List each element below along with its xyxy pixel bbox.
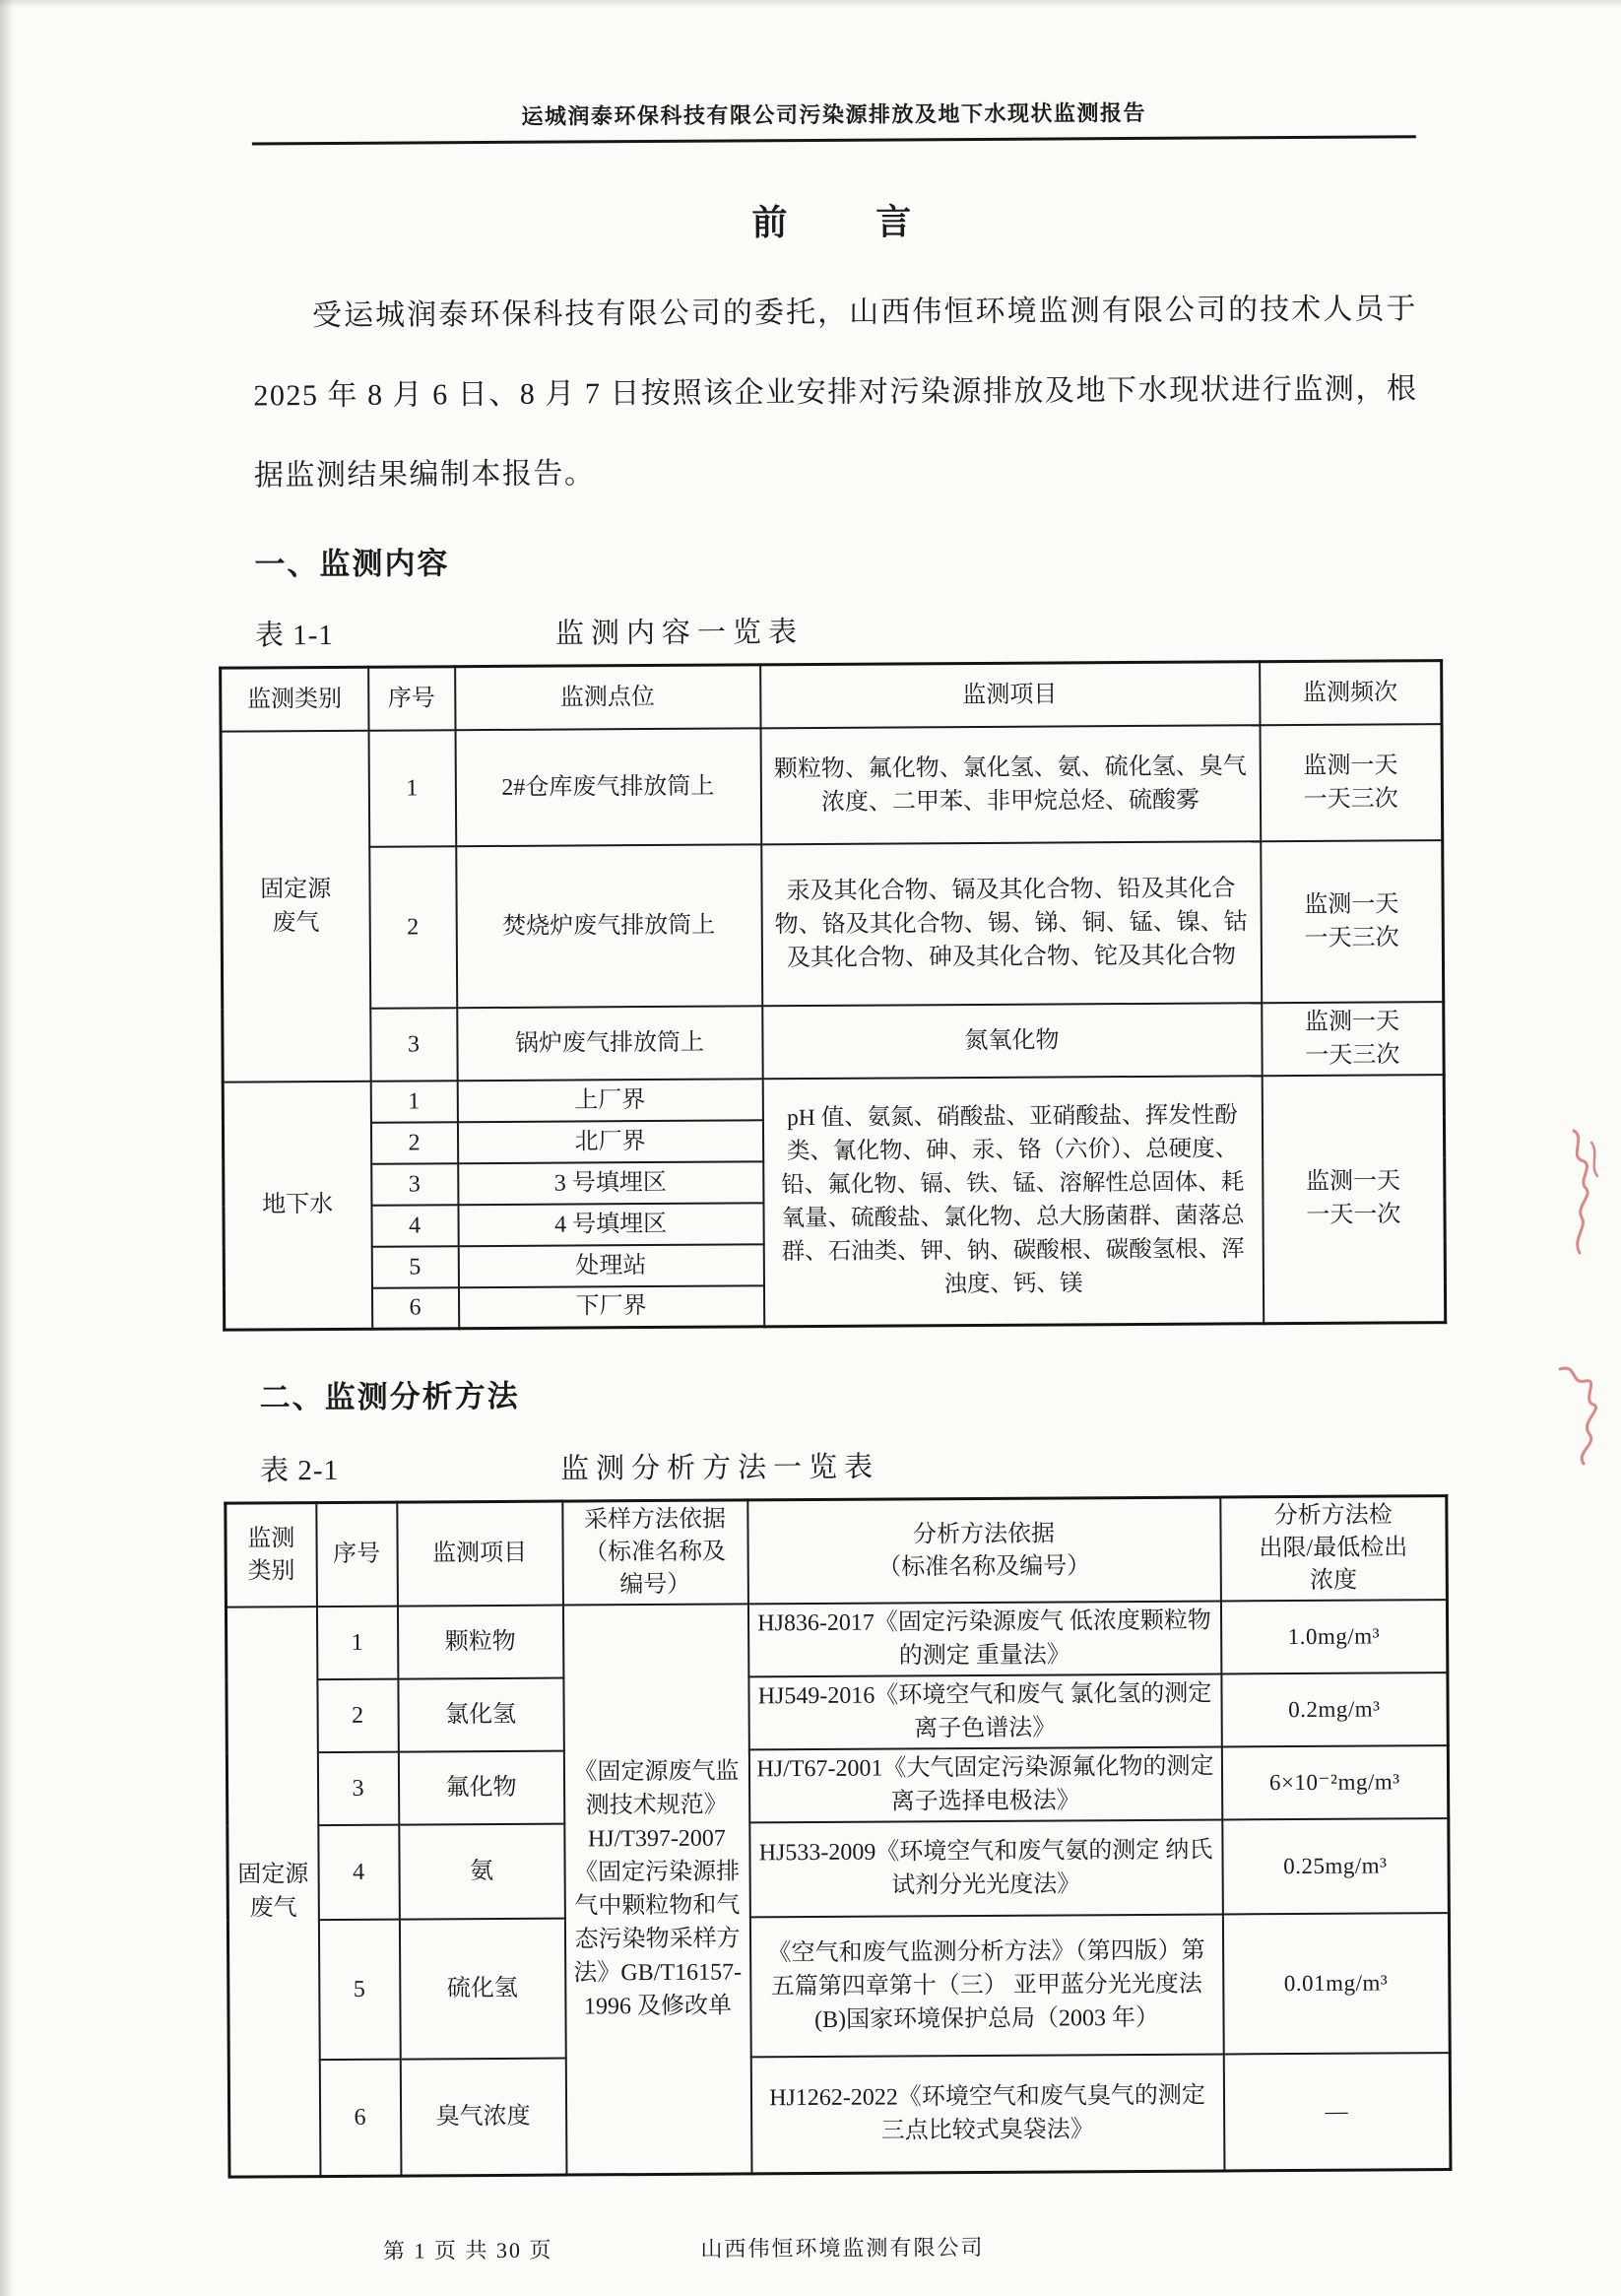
row-site: 2#仓库废气排放筒上 xyxy=(455,728,761,846)
row-limit: 0.01mg/m³ xyxy=(1222,1913,1450,2054)
row-item: 颗粒物 xyxy=(397,1606,562,1679)
row-items: 颗粒物、氟化物、氯化氢、氨、硫化氢、臭气浓度、二甲苯、非甲烷总烃、硫酸雾 xyxy=(760,725,1261,844)
row-site: 锅炉废气排放筒上 xyxy=(457,1006,762,1081)
row-item: 氟化物 xyxy=(398,1751,563,1825)
table1-col-site: 监测点位 xyxy=(455,665,760,730)
table-row xyxy=(227,1673,1448,1753)
table2-col-limit: 分析方法检 出限/最低检出 浓度 xyxy=(1220,1496,1448,1602)
water-group-label: 地下水 xyxy=(223,1081,372,1330)
row-no: 4 xyxy=(318,1825,400,1920)
row-limit: 0.2mg/m³ xyxy=(1221,1673,1448,1746)
footer-page-number: 第 1 页 共 30 页 xyxy=(382,2237,553,2263)
row-no: 6 xyxy=(319,2060,401,2176)
row-limit: — xyxy=(1223,2053,1451,2170)
row-site: 处理站 xyxy=(458,1244,763,1287)
table-row xyxy=(227,1913,1450,2061)
table1-caption xyxy=(255,606,1419,652)
table-row xyxy=(222,840,1444,1010)
row-analysis: HJ549-2016《环境空气和废气 氯化氢的测定 离子色谱法》 xyxy=(748,1673,1221,1749)
row-items: 氮氧化物 xyxy=(762,1003,1262,1079)
row-item: 硫化氢 xyxy=(399,1919,565,2060)
row-analysis: HJ/T67-2001《大气固定污染源氟化物的测定 离子选择电极法》 xyxy=(748,1746,1221,1822)
header-rule xyxy=(252,135,1416,145)
table2-col-no: 序号 xyxy=(316,1502,398,1607)
preface-title: 前 言 xyxy=(751,202,918,243)
table-row xyxy=(221,724,1443,848)
row-limit: 1.0mg/m³ xyxy=(1220,1600,1447,1673)
row-item: 氯化氢 xyxy=(398,1678,563,1752)
row-no: 2 xyxy=(317,1679,398,1752)
row-no: 4 xyxy=(371,1205,458,1247)
water-frequency: 监测一天 一天一次 xyxy=(1262,1075,1446,1324)
row-frequency: 监测一天 一天三次 xyxy=(1260,724,1443,841)
table-row xyxy=(223,1002,1444,1082)
row-no: 2 xyxy=(369,846,457,1009)
row-item: 臭气浓度 xyxy=(400,2059,566,2176)
row-item: 氨 xyxy=(399,1824,565,1920)
table1-title: 监测内容一览表 xyxy=(554,617,805,650)
row-analysis: HJ1262-2022《环境空气和废气臭气的测定 三点比较式臭袋法》 xyxy=(750,2054,1224,2173)
table2-col-category: 监测 类别 xyxy=(226,1503,317,1607)
row-no: 1 xyxy=(370,1081,457,1123)
row-limit: 6×10⁻²mg/m³ xyxy=(1221,1745,1448,1819)
section2-heading: 二、监测分析方法 xyxy=(259,1378,520,1415)
row-site: 北厂界 xyxy=(457,1120,762,1163)
row-no: 3 xyxy=(317,1752,398,1825)
table1-col-items: 监测项目 xyxy=(760,662,1260,728)
table2-col-analysis: 分析方法依据 （标准名称及编号） xyxy=(747,1497,1221,1604)
row-no: 5 xyxy=(318,1920,400,2060)
row-analysis: HJ836-2017《固定污染源废气 低浓度颗粒物的测定 重量法》 xyxy=(747,1601,1220,1676)
table2-caption xyxy=(260,1441,1424,1487)
table-row xyxy=(226,1600,1447,1680)
row-frequency: 监测一天 一天三次 xyxy=(1262,1002,1444,1076)
row-site: 下厂界 xyxy=(458,1285,763,1329)
row-frequency: 监测一天 一天三次 xyxy=(1261,840,1444,1003)
row-site: 3 号填埋区 xyxy=(458,1161,763,1205)
table2-col-sampling: 采样方法依据 （标准名称及 编号） xyxy=(562,1500,748,1606)
table1-col-frequency: 监测频次 xyxy=(1260,661,1442,725)
monitoring-content-table xyxy=(219,659,1447,1332)
table2-header-row xyxy=(226,1496,1448,1607)
row-items: 汞及其化合物、镉及其化合物、铅及其化合物、铬及其化合物、锡、锑、铜、锰、镍、钴及其化合物、砷及其化合物、铊及其化合物 xyxy=(761,841,1262,1006)
table2-label: 表 2-1 xyxy=(260,1454,340,1487)
table1-header-row xyxy=(221,661,1442,732)
table1-col-no: 序号 xyxy=(368,667,455,731)
table-row xyxy=(227,1818,1450,1921)
row-no: 3 xyxy=(371,1163,458,1206)
footer-company-name: 山西伟恒环境监测有限公司 xyxy=(700,2234,985,2262)
row-no: 1 xyxy=(368,730,456,847)
gas-group-label: 固定源 废气 xyxy=(226,1607,320,2177)
sampling-method-cell: 《固定源废气监测技术规范》HJ/T397-2007《固定污染源排气中颗粒物和气态污染物采样方法》GB/T16157-1996 及修改单 xyxy=(562,1604,751,2174)
table2-col-item: 监测项目 xyxy=(397,1501,563,1607)
intro-paragraph: 受运城润泰环保科技有限公司的委托，山西伟恒环境监测有限公司的技术人员于 2025 年 8 月 6 日、8 月 7 日按照该企业安排对污染源排放及地下水现状进行监测，根据监测结果编制本报告。 xyxy=(253,293,1418,492)
water-items: pH 值、氨氮、硝酸盐、亚硝酸盐、挥发性酚类、氰化物、砷、汞、铬（六价）、总硬度、铅、氟化物、镉、铁、锰、溶解性总固体、耗氧量、硫酸盐、氯化物、总大肠菌群、菌落总群、石油类、钾、钠、碳酸根、碳酸氢根、浑浊度、钙、镁 xyxy=(762,1076,1264,1327)
row-no: 2 xyxy=(370,1122,457,1164)
page-footer xyxy=(383,2226,1621,2264)
table2-title: 监测分析方法一览表 xyxy=(560,1451,880,1485)
row-no: 6 xyxy=(371,1287,458,1330)
running-header-title: 运城润泰环保科技有限公司污染源排放及地下水现状监测报告 xyxy=(521,99,1147,129)
table-row xyxy=(228,2053,1451,2177)
row-analysis: 《空气和废气监测分析方法》（第四版）第五篇第四章第十（三） 亚甲蓝分光光度法(B)国家环境保护总局（2003 年） xyxy=(749,1914,1223,2057)
table1-label: 表 1-1 xyxy=(254,619,334,652)
table1-col-category: 监测类别 xyxy=(221,667,368,731)
row-no: 3 xyxy=(370,1008,457,1082)
section1-heading: 一、监测内容 xyxy=(254,546,450,582)
row-analysis: HJ533-2009《环境空气和废气氨的测定 纳氏试剂分光光度法》 xyxy=(749,1819,1223,1917)
analysis-method-table xyxy=(224,1494,1452,2178)
row-site: 焚烧炉废气排放筒上 xyxy=(456,844,762,1008)
row-site: 4 号填埋区 xyxy=(458,1203,763,1246)
gas-group-label: 固定源 废气 xyxy=(221,730,370,1082)
table-row xyxy=(223,1075,1444,1124)
row-no: 1 xyxy=(316,1607,397,1679)
row-limit: 0.25mg/m³ xyxy=(1222,1818,1450,1914)
table-row xyxy=(227,1745,1448,1826)
row-no: 5 xyxy=(371,1246,458,1288)
row-site: 上厂界 xyxy=(457,1079,762,1122)
